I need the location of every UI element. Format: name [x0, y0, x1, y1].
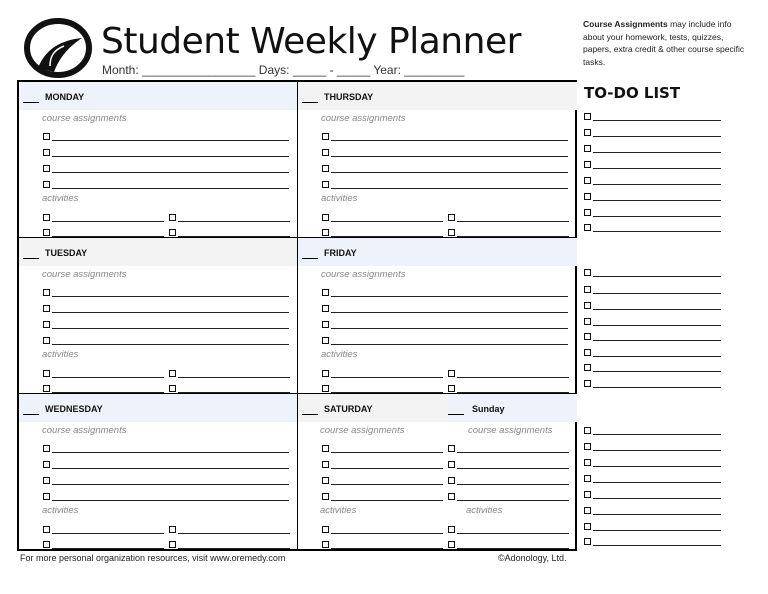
tuesday-task-1-line[interactable]: [52, 296, 289, 297]
wednesday-activity-2-line[interactable]: [178, 533, 290, 534]
todo-item-15-checkbox[interactable]: [584, 364, 591, 371]
monday-activity-3-checkbox[interactable]: [43, 229, 50, 236]
todo-item-7-line[interactable]: [593, 216, 721, 217]
thursday-activities-label: activities: [321, 193, 358, 204]
thursday-task-2-line[interactable]: [331, 156, 568, 157]
todo-item-14-checkbox[interactable]: [584, 349, 591, 356]
todo-item-14-line[interactable]: [593, 356, 721, 357]
friday-task-3-line[interactable]: [331, 328, 568, 329]
todo-item-6-checkbox[interactable]: [584, 193, 591, 200]
wednesday-task-3-checkbox[interactable]: [43, 477, 50, 484]
day-thursday: [298, 82, 577, 238]
monday-activity-1-line[interactable]: [52, 221, 164, 222]
todo-item-23-checkbox[interactable]: [584, 523, 591, 530]
todo-item-18-line[interactable]: [593, 450, 721, 451]
todo-item-2-line[interactable]: [593, 136, 721, 137]
page-title: Student Weekly Planner: [101, 21, 521, 62]
todo-item-2-checkbox[interactable]: [584, 129, 591, 136]
todo-item-3-checkbox[interactable]: [584, 145, 591, 152]
sunday-task-3-checkbox[interactable]: [448, 477, 455, 484]
day-monday: [19, 82, 298, 238]
tuesday-task-4-checkbox[interactable]: [43, 337, 50, 344]
todo-item-16-line[interactable]: [593, 387, 721, 388]
saturday-task-2-line[interactable]: [331, 468, 443, 469]
todo-item-7-checkbox[interactable]: [584, 209, 591, 216]
tuesday-task-2-line[interactable]: [52, 312, 289, 313]
day-label-sunday: Sunday: [472, 404, 505, 414]
todo-item-1-checkbox[interactable]: [584, 113, 591, 120]
thursday-task-4-line[interactable]: [331, 188, 568, 189]
thursday-task-3-line[interactable]: [331, 172, 568, 173]
thursday-activity-4-checkbox[interactable]: [448, 229, 455, 236]
todo-item-17-line[interactable]: [593, 434, 721, 435]
day-label-wednesday: WEDNESDAY: [45, 404, 103, 414]
friday-task-1-line[interactable]: [331, 296, 568, 297]
saturday-task-3-line[interactable]: [331, 484, 443, 485]
note-bold: Course Assignments: [583, 19, 668, 29]
todo-item-5-line[interactable]: [593, 184, 721, 185]
tuesday-activity-1-checkbox[interactable]: [43, 370, 50, 377]
todo-item-3-line[interactable]: [593, 152, 721, 153]
friday-task-4-line[interactable]: [331, 344, 568, 345]
wednesday-task-1-checkbox[interactable]: [43, 445, 50, 452]
friday-task-1-checkbox[interactable]: [322, 289, 329, 296]
saturday-activities-label: activities: [320, 505, 357, 516]
todo-item-9-line[interactable]: [593, 276, 721, 277]
todo-item-8-line[interactable]: [593, 231, 721, 232]
sunday-header: [448, 394, 577, 422]
saturday-course-label: course assignments: [320, 425, 405, 436]
monday-task-4-line[interactable]: [52, 188, 289, 189]
monday-course-label: course assignments: [42, 113, 127, 124]
thursday-activity-1-checkbox[interactable]: [322, 214, 329, 221]
day-label-tuesday: TUESDAY: [45, 248, 88, 258]
sunday-task-3-line[interactable]: [457, 484, 569, 485]
friday-course-label: course assignments: [321, 269, 406, 280]
wednesday-activity-4-checkbox[interactable]: [169, 541, 176, 548]
sunday-activity-1-line[interactable]: [457, 533, 569, 534]
footer-right: ©Adonology, Ltd.: [498, 553, 567, 563]
todo-item-5-checkbox[interactable]: [584, 177, 591, 184]
sunday-task-4-checkbox[interactable]: [448, 493, 455, 500]
monday-activities-label: activities: [42, 193, 79, 204]
day-wednesday: [19, 394, 298, 549]
footer-left: For more personal organization resources, visit www.oremedy.com: [20, 553, 286, 563]
todo-item-20-line[interactable]: [593, 482, 721, 483]
saturday-activity-2-line[interactable]: [331, 548, 443, 549]
tuesday-activity-2-checkbox[interactable]: [169, 370, 176, 377]
wednesday-activity-1-checkbox[interactable]: [43, 526, 50, 533]
wednesday-course-label: course assignments: [42, 425, 127, 436]
monday-task-3-line[interactable]: [52, 172, 289, 173]
friday-activity-2-line[interactable]: [457, 377, 569, 378]
todo-item-11-line[interactable]: [593, 309, 721, 310]
tuesday-activity-2-line[interactable]: [178, 377, 290, 378]
thursday-course-label: course assignments: [321, 113, 406, 124]
sunday-activity-1-checkbox[interactable]: [448, 526, 455, 533]
todo-item-9-checkbox[interactable]: [584, 269, 591, 276]
friday-activity-2-checkbox[interactable]: [448, 370, 455, 377]
wednesday-activity-3-line[interactable]: [52, 548, 164, 549]
todo-item-21-checkbox[interactable]: [584, 491, 591, 498]
saturday-task-4-checkbox[interactable]: [322, 493, 329, 500]
friday-activities-label: activities: [321, 349, 358, 360]
wednesday-activity-2-checkbox[interactable]: [169, 526, 176, 533]
todo-item-20-checkbox[interactable]: [584, 475, 591, 482]
friday-activity-4-line[interactable]: [457, 392, 569, 393]
saturday-task-1-line[interactable]: [331, 452, 443, 453]
tuesday-activity-4-checkbox[interactable]: [169, 385, 176, 392]
thursday-task-3-checkbox[interactable]: [322, 165, 329, 172]
monday-activity-2-checkbox[interactable]: [169, 214, 176, 221]
wednesday-task-4-checkbox[interactable]: [43, 493, 50, 500]
friday-task-4-checkbox[interactable]: [322, 337, 329, 344]
wednesday-task-2-line[interactable]: [52, 468, 289, 469]
day-tuesday: [19, 238, 298, 394]
todo-item-18-checkbox[interactable]: [584, 443, 591, 450]
friday-task-3-checkbox[interactable]: [322, 321, 329, 328]
thursday-task-4-checkbox[interactable]: [322, 181, 329, 188]
day-label-friday: FRIDAY: [324, 248, 357, 258]
todo-item-10-checkbox[interactable]: [584, 286, 591, 293]
monday-task-4-checkbox[interactable]: [43, 181, 50, 188]
tuesday-task-2-checkbox[interactable]: [43, 305, 50, 312]
logo-icon: [24, 18, 94, 78]
thursday-task-1-line[interactable]: [331, 140, 568, 141]
monday-task-2-line[interactable]: [52, 156, 289, 157]
tuesday-activity-4-line[interactable]: [178, 392, 290, 393]
saturday-task-4-line[interactable]: [331, 500, 443, 501]
thursday-task-2-checkbox[interactable]: [322, 149, 329, 156]
thursday-activity-1-line[interactable]: [331, 221, 443, 222]
thursday-activity-2-line[interactable]: [457, 221, 569, 222]
friday-task-2-line[interactable]: [331, 312, 568, 313]
todo-item-12-checkbox[interactable]: [584, 318, 591, 325]
monday-task-1-checkbox[interactable]: [43, 133, 50, 140]
friday-activity-1-line[interactable]: [331, 377, 443, 378]
tuesday-task-1-checkbox[interactable]: [43, 289, 50, 296]
wednesday-task-3-line[interactable]: [52, 484, 289, 485]
friday-activity-3-line[interactable]: [331, 392, 443, 393]
sunday-task-1-checkbox[interactable]: [448, 445, 455, 452]
wednesday-activities-label: activities: [42, 505, 79, 516]
wednesday-activity-4-line[interactable]: [178, 548, 290, 549]
day-weekend: [298, 394, 577, 549]
thursday-activity-3-line[interactable]: [331, 236, 443, 237]
tuesday-task-4-line[interactable]: [52, 344, 289, 345]
todo-item-17-checkbox[interactable]: [584, 427, 591, 434]
wednesday-activity-3-checkbox[interactable]: [43, 541, 50, 548]
todo-item-1-line[interactable]: [593, 120, 721, 121]
day-label-saturday: SATURDAY: [324, 404, 373, 414]
todo-item-22-line[interactable]: [593, 514, 721, 515]
todo-item-4-checkbox[interactable]: [584, 161, 591, 168]
tuesday-task-3-line[interactable]: [52, 328, 289, 329]
sunday-task-4-line[interactable]: [457, 500, 569, 501]
day-label-monday: MONDAY: [45, 92, 85, 102]
todo-item-6-line[interactable]: [593, 200, 721, 201]
todo-item-19-line[interactable]: [593, 466, 721, 467]
todo-item-24-checkbox[interactable]: [584, 538, 591, 545]
saturday-activity-1-checkbox[interactable]: [322, 526, 329, 533]
tuesday-activities-label: activities: [42, 349, 79, 360]
sunday-activity-2-checkbox[interactable]: [448, 541, 455, 548]
todo-item-12-line[interactable]: [593, 325, 721, 326]
thursday-activity-4-line[interactable]: [457, 236, 569, 237]
assignments-note: [583, 18, 753, 68]
wednesday-task-2-checkbox[interactable]: [43, 461, 50, 468]
week-grid: [17, 80, 577, 551]
sunday-activity-2-line[interactable]: [457, 548, 569, 549]
todo-item-19-checkbox[interactable]: [584, 459, 591, 466]
wednesday-activity-1-line[interactable]: [52, 533, 164, 534]
sunday-task-2-checkbox[interactable]: [448, 461, 455, 468]
todo-item-8-checkbox[interactable]: [584, 224, 591, 231]
sunday-task-1-line[interactable]: [457, 452, 569, 453]
sunday-activities-label: activities: [466, 505, 503, 516]
wednesday-task-4-line[interactable]: [52, 500, 289, 501]
friday-task-2-checkbox[interactable]: [322, 305, 329, 312]
todo-title: TO-DO LIST: [584, 84, 681, 102]
todo-item-4-line[interactable]: [593, 168, 721, 169]
sunday-task-2-line[interactable]: [457, 468, 569, 469]
todo-item-23-line[interactable]: [593, 530, 721, 531]
todo-item-13-line[interactable]: [593, 340, 721, 341]
thursday-activity-3-checkbox[interactable]: [322, 229, 329, 236]
todo-item-24-line[interactable]: [593, 545, 721, 546]
tuesday-task-3-checkbox[interactable]: [43, 321, 50, 328]
thursday-task-1-checkbox[interactable]: [322, 133, 329, 140]
saturday-task-3-checkbox[interactable]: [322, 477, 329, 484]
monday-activity-1-checkbox[interactable]: [43, 214, 50, 221]
saturday-task-2-checkbox[interactable]: [322, 461, 329, 468]
monday-activity-4-checkbox[interactable]: [169, 229, 176, 236]
monday-task-3-checkbox[interactable]: [43, 165, 50, 172]
todo-item-15-line[interactable]: [593, 371, 721, 372]
wednesday-task-1-line[interactable]: [52, 452, 289, 453]
saturday-activity-1-line[interactable]: [331, 533, 443, 534]
monday-activity-4-line[interactable]: [178, 236, 290, 237]
day-friday: [298, 238, 577, 394]
monday-activity-2-line[interactable]: [178, 221, 290, 222]
friday-activity-1-checkbox[interactable]: [322, 370, 329, 377]
monday-task-1-line[interactable]: [52, 140, 289, 141]
tuesday-activity-3-line[interactable]: [52, 392, 164, 393]
saturday-activity-2-checkbox[interactable]: [322, 541, 329, 548]
date-fields: Month: _________________ Days: _____ - _____ Year: _________: [102, 63, 465, 77]
day-label-thursday: THURSDAY: [324, 92, 374, 102]
tuesday-activity-1-line[interactable]: [52, 377, 164, 378]
friday-activity-4-checkbox[interactable]: [448, 385, 455, 392]
todo-item-13-checkbox[interactable]: [584, 333, 591, 340]
todo-item-10-line[interactable]: [593, 293, 721, 294]
sunday-course-label: course assignments: [468, 425, 553, 436]
note-text: may include info about your homework, tests, quizzes, papers, extra credit & other course specific tasks.: [583, 19, 745, 67]
monday-task-2-checkbox[interactable]: [43, 149, 50, 156]
saturday-task-1-checkbox[interactable]: [322, 445, 329, 452]
thursday-activity-2-checkbox[interactable]: [448, 214, 455, 221]
tuesday-course-label: course assignments: [42, 269, 127, 280]
friday-activity-3-checkbox[interactable]: [322, 385, 329, 392]
todo-item-22-checkbox[interactable]: [584, 507, 591, 514]
monday-activity-3-line[interactable]: [52, 236, 164, 237]
tuesday-activity-3-checkbox[interactable]: [43, 385, 50, 392]
todo-item-11-checkbox[interactable]: [584, 302, 591, 309]
todo-item-16-checkbox[interactable]: [584, 380, 591, 387]
todo-item-21-line[interactable]: [593, 498, 721, 499]
